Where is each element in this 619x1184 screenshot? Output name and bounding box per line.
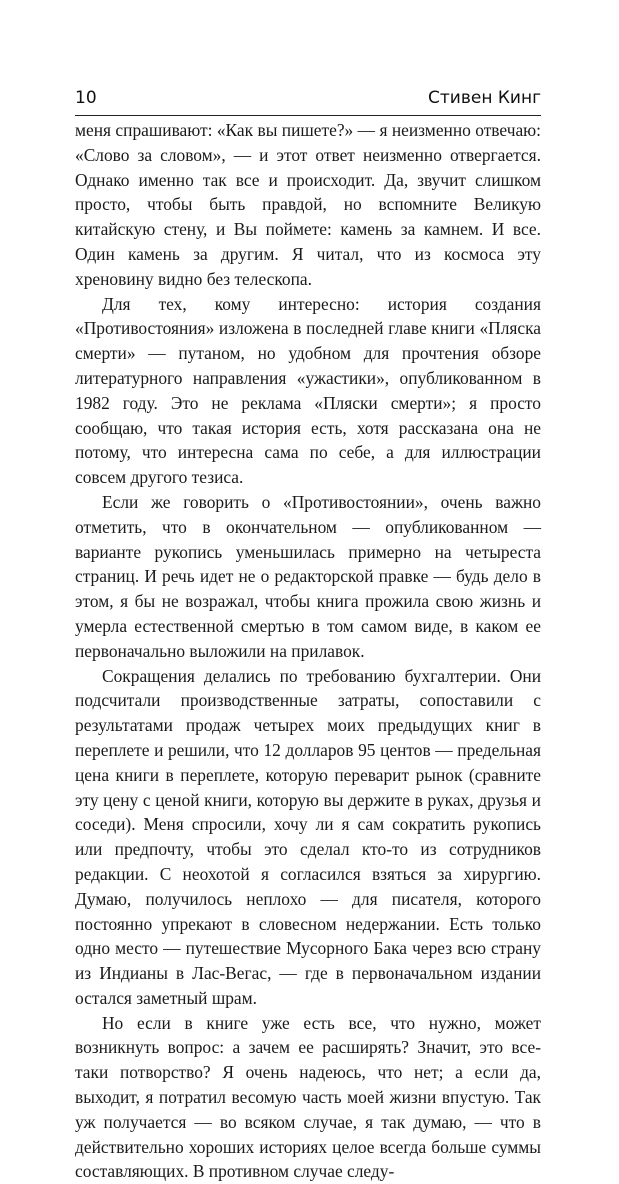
- running-title: Стивен Кинг: [428, 88, 541, 108]
- paragraph: Сокращения делались по требованию бухгалтерии. Они подсчитали производственные затраты, сопоставили с результатами продаж четырех моих предыдущих книг в переплете и решили, что 12 долларов 95 центов — предельная цена книги в переплете, которую переварит рынок (сравните эту цену с ценой книги, которую вы держите в руках, друзья и соседи). Меня спросили, хочу ли я сам сократить рукопись или предпочту, чтобы это сделал кто-то из сотрудников редакции. С неохотой я согласился взяться за хирургию. Думаю, получилось неплохо — для писателя, которого постоянно упрекают в словесном недержании. Есть только одно место — путешествие Мусорного Бака через всю страну из Индианы в Лас-Вегас, — где в первоначальном издании остался заметный шрам.: [75, 665, 541, 1008]
- body-text: [75, 118, 541, 1184]
- paragraph: Если же говорить о «Противостоянии», очень важно отметить, что в окончательном — опубликованном — варианте рукопись уменьшилась примерно на четыреста страниц. И речь идет не о редакторской правке — будь дело в этом, я бы не возражал, чтобы книга прожила свою жизнь и умерла естественной смертью в том самом виде, в каком ее первоначально выложили на прилавок.: [75, 491, 541, 661]
- running-head: [75, 86, 541, 110]
- page-number: 10: [75, 88, 97, 108]
- paragraph: Но если в книге уже есть все, что нужно, может возникнуть вопрос: а зачем ее расширять? Значит, это все-таки потворство? Я очень надеюсь, что нет; а если да, выходит, я потратил весомую часть моей жизни впустую. Так уж получается — во всяком случае, я так думаю, — что в действительно хороших историях целое всегда больше суммы составляющих. В противном случае следу-: [75, 1012, 541, 1182]
- paragraph: Для тех, кому интересно: история создания «Противостояния» изложена в последней главе книги «Пляска смерти» — путаном, но удобном для прочтения обзоре литературного направления «ужастики», опубликованном в 1982 году. Это не реклама «Пляски смерти»; я просто сообщаю, что такая история есть, хотя рассказана она не потому, что интересна сама по себе, а для иллюстрации совсем другого тезиса.: [75, 293, 541, 488]
- header-rule: [75, 115, 541, 116]
- paragraph: меня спрашивают: «Как вы пишете?» — я неизменно отвечаю: «Слово за словом», — и этот ответ неизменно отвергается. Однако именно так все и происходит. Да, звучит слишком просто, чтобы быть правдой, но вспомните Великую китайскую стену, и Вы поймете: камень за камнем. И все. Один камень за другим. Я читал, что из космоса эту хреновину видно без телескопа.: [75, 120, 541, 289]
